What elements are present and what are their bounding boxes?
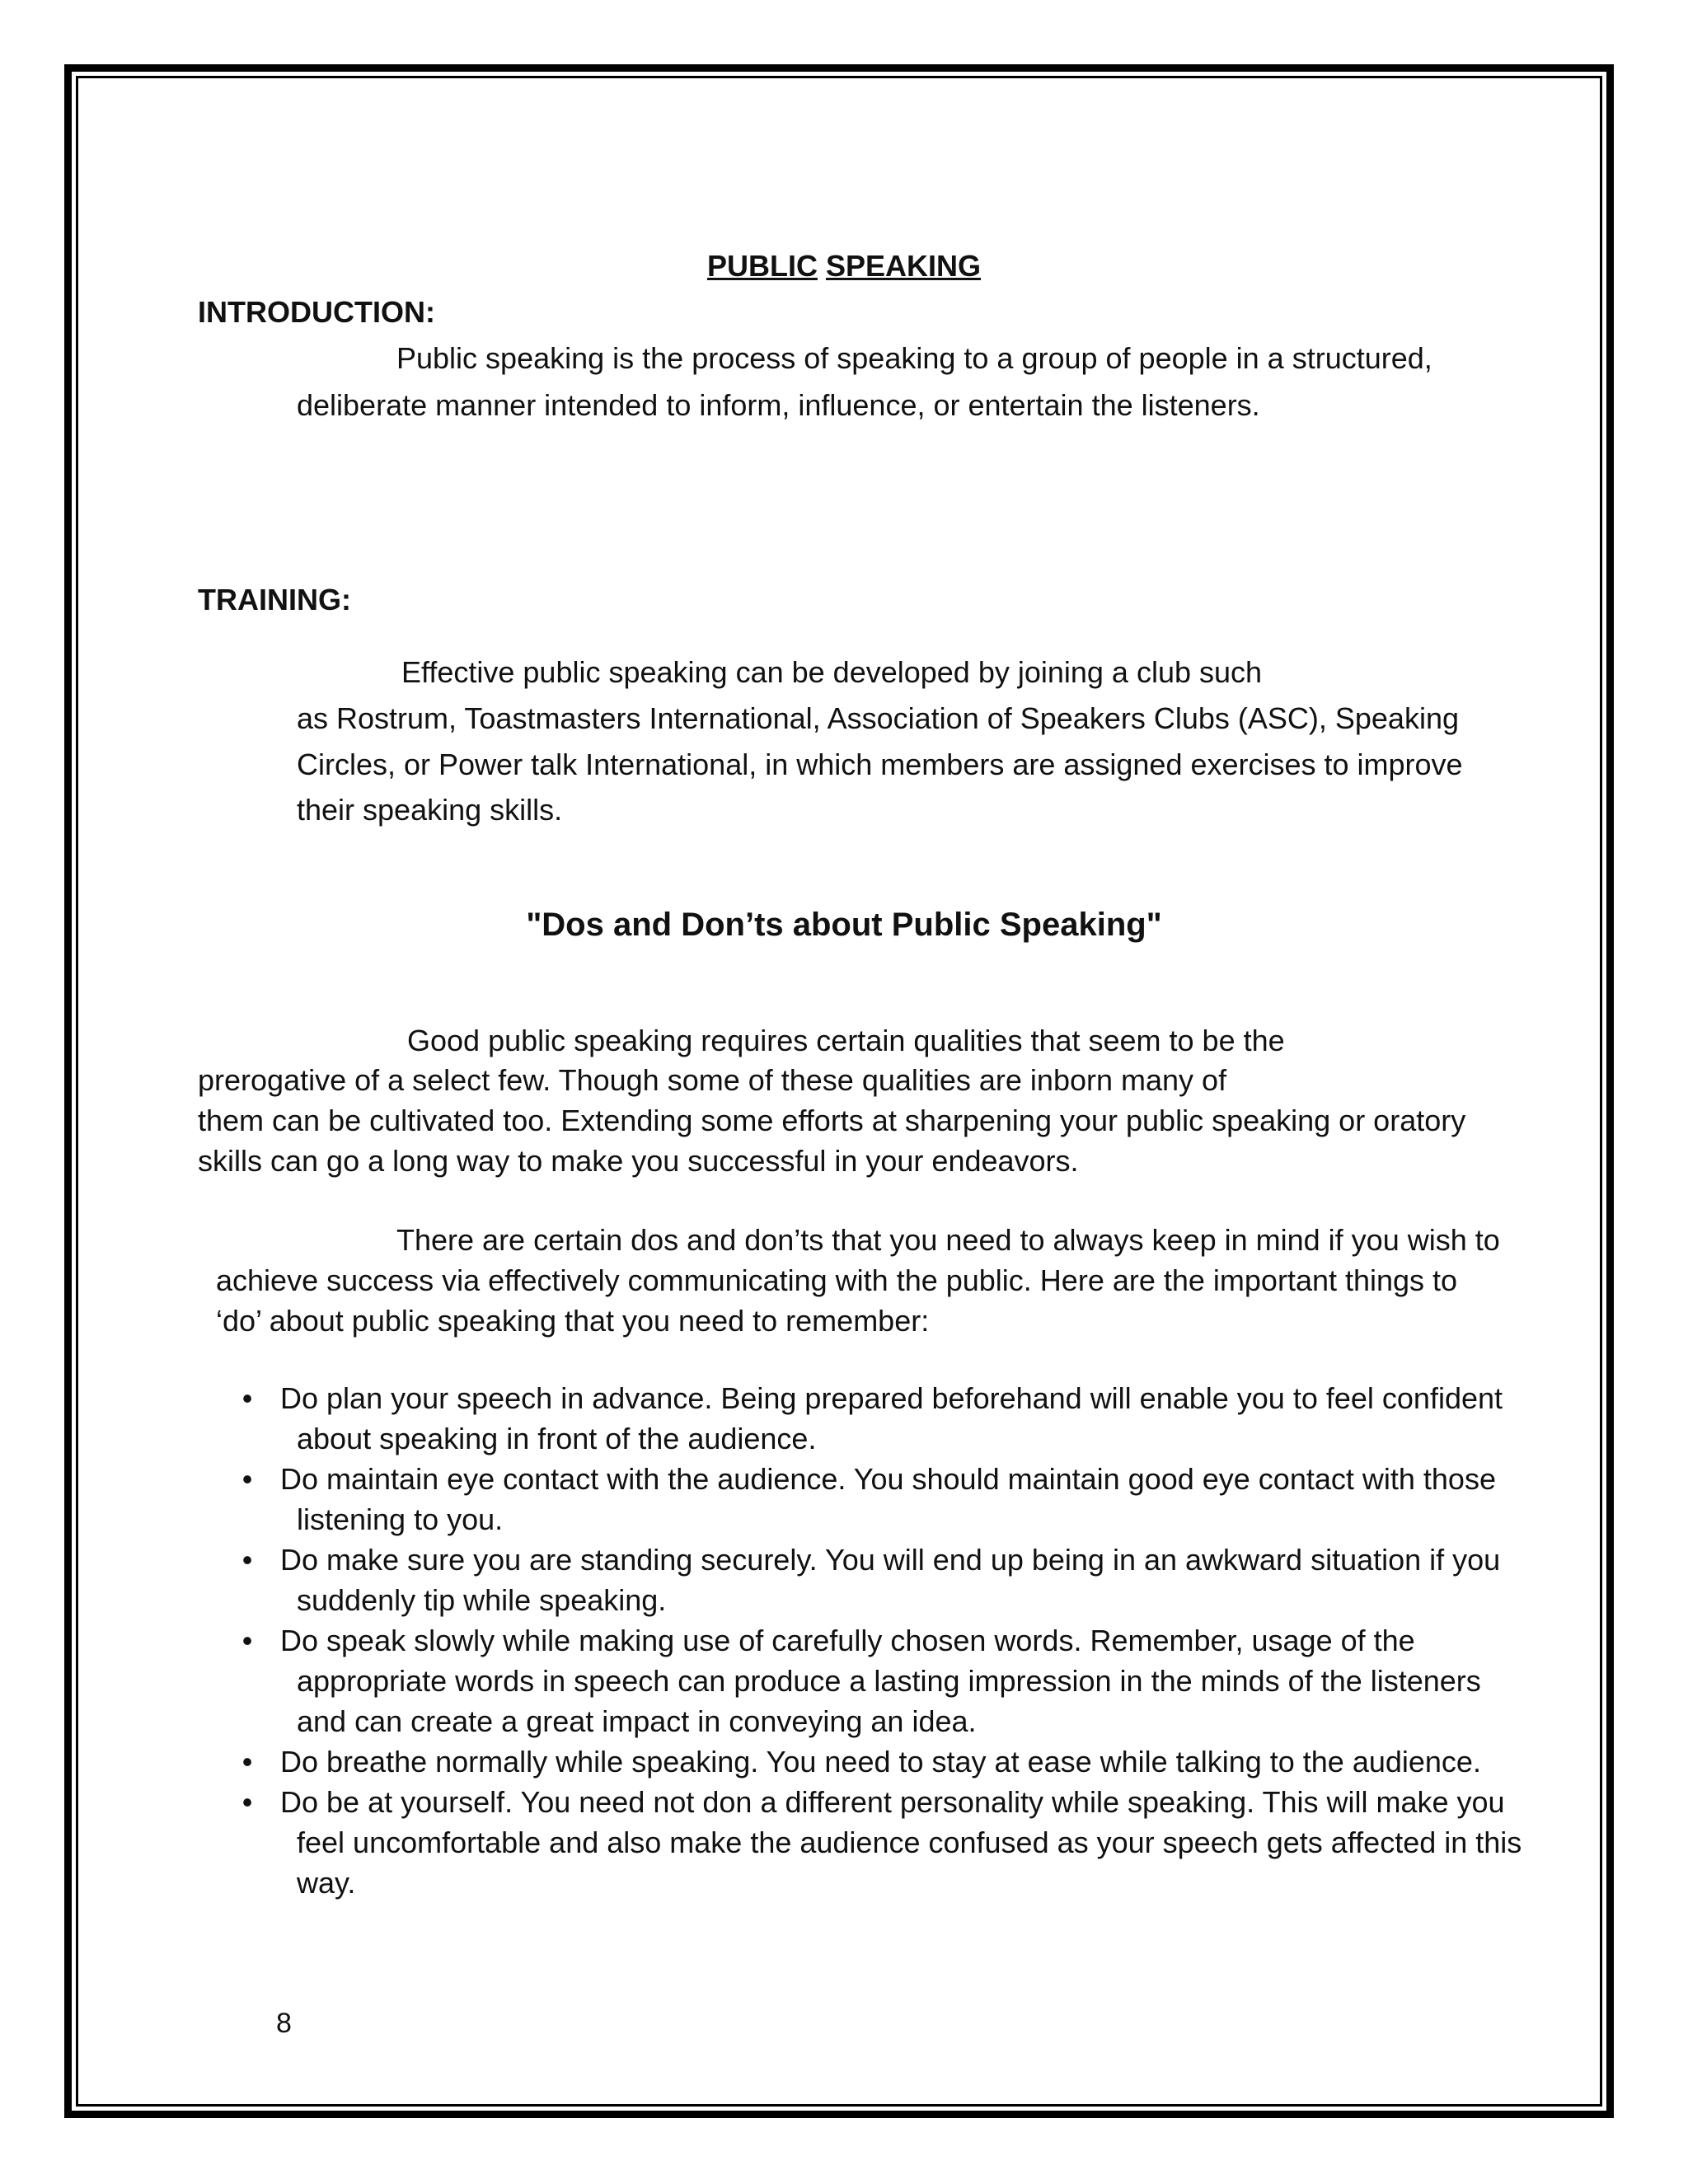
bullet-icon: • xyxy=(241,1543,253,1577)
dos-bullet-list xyxy=(241,1378,1582,1903)
bullet-1-line-1: Do plan your speech in advance. Being prepared beforehand will enable you to feel confident xyxy=(280,1381,1503,1415)
bullet-4-line-3: and can create a great impact in conveying an idea. xyxy=(297,1704,977,1738)
training-line-2: as Rostrum, Toastmasters International, Association of Speakers Clubs (ASC), Speaking xyxy=(297,701,1459,735)
list-item xyxy=(241,1378,1582,1459)
bullet-icon: • xyxy=(241,1624,253,1657)
dos-paragraph-1-line-3: them can be cultivated too. Extending some efforts at sharpening your public speaking or oratory xyxy=(198,1104,1466,1137)
introduction-line-1: Public speaking is the process of speaking to a group of people in a structured, xyxy=(396,341,1432,375)
page-title-word-public: PUBLIC xyxy=(706,249,818,283)
list-item xyxy=(241,1540,1582,1620)
training-line-1: Effective public speaking can be developed by joining a club such xyxy=(401,655,1263,689)
training-heading: TRAINING: xyxy=(198,583,351,616)
dos-paragraph-2-line-1: There are certain dos and don’ts that you need to always keep in mind if you wish to xyxy=(396,1223,1500,1257)
dos-paragraph-1-line-1: Good public speaking requires certain qualities that seem to be the xyxy=(407,1024,1285,1057)
bullet-6-line-3: way. xyxy=(297,1866,356,1900)
list-item xyxy=(241,1741,1582,1782)
bullet-5-line-1: Do breathe normally while speaking. You need to stay at ease while talking to the audience. xyxy=(280,1745,1481,1779)
bullet-icon: • xyxy=(241,1785,253,1819)
introduction-line-2: deliberate manner intended to inform, influence, or entertain the listeners. xyxy=(297,388,1260,422)
page-title-word-speaking: SPEAKING xyxy=(825,249,982,283)
dos-paragraph-1-line-2: prerogative of a select few. Though some of these qualities are inborn many of xyxy=(198,1063,1227,1097)
bullet-icon: • xyxy=(241,1462,253,1496)
dos-paragraph-1-line-4: skills can go a long way to make you successful in your endeavors. xyxy=(198,1144,1079,1178)
page-number: 8 xyxy=(276,2008,292,2039)
list-item xyxy=(241,1459,1582,1540)
bullet-4-line-1: Do speak slowly while making use of carefully chosen words. Remember, usage of the xyxy=(280,1624,1415,1657)
bullet-2-line-2: listening to you. xyxy=(297,1502,504,1536)
dos-paragraph-2-line-3: ‘do’ about public speaking that you need to remember: xyxy=(216,1304,930,1338)
bullet-3-line-1: Do make sure you are standing securely. You will end up being in an awkward situation if you xyxy=(280,1543,1501,1577)
page-title xyxy=(0,246,1688,286)
bullet-1-line-2: about speaking in front of the audience. xyxy=(297,1422,817,1455)
bullet-icon: • xyxy=(241,1381,253,1415)
dos-donts-heading: "Dos and Don’ts about Public Speaking" xyxy=(526,907,1162,943)
training-line-4: their speaking skills. xyxy=(297,793,563,827)
training-line-3: Circles, or Power talk International, in which members are assigned exercises to improve xyxy=(297,748,1463,781)
dos-paragraph-2-line-2: achieve success via effectively communicating with the public. Here are the important things to xyxy=(216,1263,1458,1297)
bullet-icon: • xyxy=(241,1745,253,1779)
introduction-heading: INTRODUCTION: xyxy=(198,295,435,329)
bullet-2-line-1: Do maintain eye contact with the audience. You should maintain good eye contact with those xyxy=(280,1462,1496,1496)
list-item xyxy=(241,1782,1582,1903)
bullet-6-line-2: feel uncomfortable and also make the audience confused as your speech gets affected in this xyxy=(297,1825,1522,1859)
bullet-3-line-2: suddenly tip while speaking. xyxy=(297,1583,667,1617)
bullet-6-line-1: Do be at yourself. You need not don a different personality while speaking. This will make you xyxy=(280,1785,1505,1819)
bullet-4-line-2: appropriate words in speech can produce a lasting impression in the minds of the listeners xyxy=(297,1664,1481,1698)
list-item xyxy=(241,1620,1582,1741)
